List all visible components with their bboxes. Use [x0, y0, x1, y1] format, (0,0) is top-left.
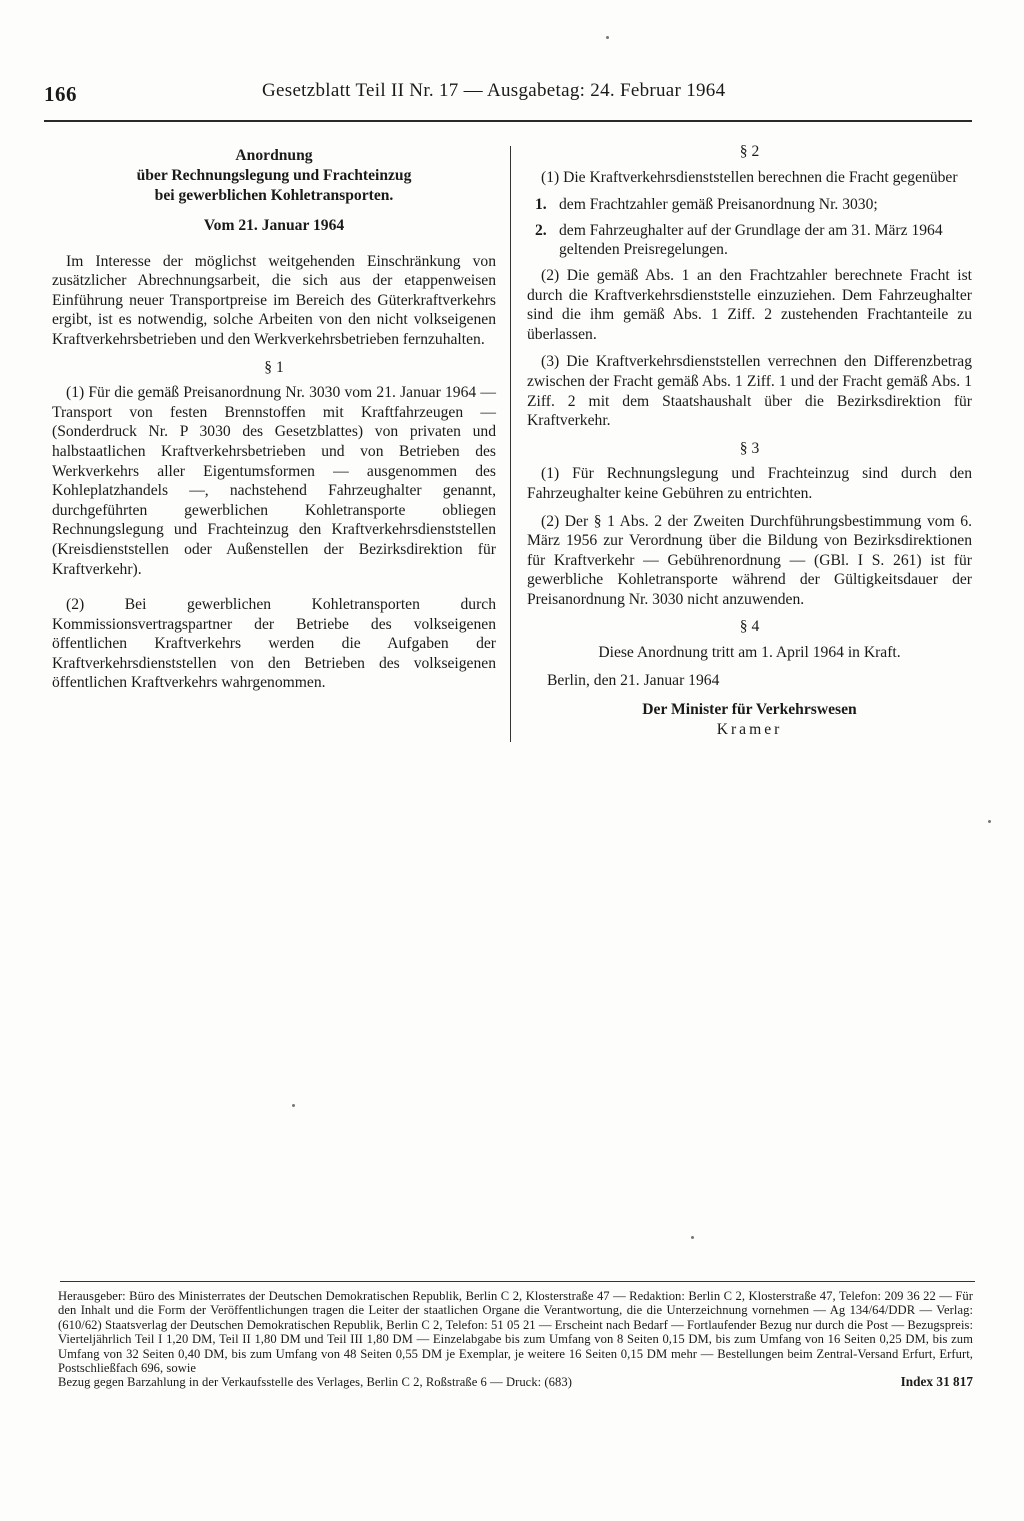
signer-name: Kramer	[716, 720, 783, 738]
page-number: 166	[44, 82, 77, 106]
section-4-heading: § 4	[739, 618, 760, 636]
place-and-date: Berlin, den 21. Januar 1964	[547, 671, 720, 689]
title-line: bei gewerblichen Kohletransporten.	[154, 187, 394, 204]
title-line: über Rechnungslegung und Frachteinzug	[136, 167, 412, 184]
document-date: Vom 21. Januar 1964	[203, 217, 345, 234]
document-title	[52, 146, 496, 206]
section-2-paragraph-2: (2) Die gemäß Abs. 1 an den Frachtzahler berechnete Fracht ist durch die Kraftverkehrsdienststelle einzuziehen. Dem Fahrzeughalter sind die ihm gemäß Abs. 1 Ziff. 2 zustehenden Frachtanteile zu überlassen.	[527, 266, 972, 343]
scan-speck	[988, 820, 991, 823]
list-item-text: dem Fahrzeughalter auf der Grundlage der am 31. März 1964 geltenden Preisregelungen.	[559, 221, 943, 259]
column-divider	[510, 146, 511, 742]
imprint	[58, 1289, 973, 1390]
signatory-title: Der Minister für Verkehrswesen	[642, 701, 857, 719]
section-4-text: Diese Anordnung tritt am 1. April 1964 in Kraft.	[598, 644, 901, 662]
list-item-number: 1.	[535, 196, 547, 214]
right-column	[527, 142, 972, 739]
running-head: Gesetzblatt Teil II Nr. 17 — Ausgabetag: 24. Februar 1964	[262, 80, 726, 101]
title-line: Anordnung	[235, 147, 313, 164]
section-2-heading: § 2	[739, 143, 760, 160]
preamble: Im Interesse der möglichst weitgehenden Einschränkung von zusätzlicher Abrechnungsarbeit, die sich aus der etappenweisen Einführung neuer Transportpreise im Bereich des Güterkraftverkehrs ergibt, ist es notwendig, solche Arbeiten von den nicht volkseigenen Kraftverkehrsbetrieben und den Werkverkehrsbetrieben fernzuhalten.	[52, 252, 496, 348]
index-number: Index 31 817	[900, 1374, 973, 1390]
left-column	[52, 142, 496, 701]
header-rule	[44, 120, 972, 122]
section-3-paragraph-2: (2) Der § 1 Abs. 2 der Zweiten Durchführungsbestimmung vom 6. März 1956 zur Verordnung über die Bildung von Bezirksdirektionen für Kraftverkehr — Gebührenordnung — (GBl. I S. 261) ist für gewerbliche Kohletransporte während der Gültigkeitsdauer der Preisanordnung Nr. 3030 nicht anzuwenden.	[527, 512, 972, 608]
section-2-paragraph-3: (3) Die Kraftverkehrsdienststellen verrechnen den Differenzbetrag zwischen der Fracht gemäß Abs. 1 Ziff. 1 und der Fracht gemäß Abs. 1 Ziff. 2 mit dem Staatshaushalt über die Bezirksdirektion für Kraftverkehr.	[527, 353, 972, 430]
section-2-list	[527, 195, 972, 260]
scan-speck	[292, 1104, 295, 1107]
scan-speck	[606, 36, 609, 39]
section-1-paragraph-1: (1) Für die gemäß Preisanordnung Nr. 3030 vom 21. Januar 1964 — Transport von festen Brennstoffen mit Kraftfahrzeugen — (Sonderdruck Nr. P 3030 des Gesetzblattes) von privaten und halbstaatlichen Kraftverkehrsbetrieben und von Betrieben des Werkverkehrs aller Eigentumsformen — ausgenommen des Kohleplatzhandels —, nachstehend Fahrzeughalter genannt, durchgeführten gewerblichen Kohletransporte obliegen Rechnungslegung und Frachteinzug den Kraftverkehrsdienststellen (Kreisdienststellen oder Außenstellen der Bezirksdirektion für Kraftverkehr).	[52, 384, 496, 578]
imprint-last-text: Bezug gegen Barzahlung in der Verkaufsstelle des Verlages, Berlin C 2, Roßstraße 6 — Druck: (683)	[58, 1375, 572, 1390]
footer-rule	[60, 1281, 975, 1282]
list-item	[527, 221, 972, 260]
imprint-text: Herausgeber: Büro des Ministerrates der Deutschen Demokratischen Republik, Berlin C 2, Klosterstraße 47 — Redaktion: Berlin C 2, Klosterstraße 47, Telefon: 209 36 22 — Für den Inhalt und die Form der Veröffentlichungen tragen die Leiter der staatlichen Organe die Verantwortung, die die Unterzeichnung vornehmen — Ag 134/64/DDR — Verlag: (610/62) Staatsverlag der Deutschen Demokratischen Republik, Berlin C 2, Telefon: 51 05 21 — Erscheint nach Bedarf — Fortlaufender Bezug nur durch die Post — Bezugspreis: Vierteljährlich Teil I 1,20 DM, Teil II 1,80 DM und Teil III 1,80 DM — Einzelabgabe bis zum Umfang von 8 Seiten 0,15 DM, bis zum Umfang von 16 Seiten 0,25 DM, bis zum Umfang von 32 Seiten 0,40 DM, bis zum Umfang von 48 Seiten 0,55 DM je Exemplar, je weitere 16 Seiten 0,15 DM mehr — Bestellungen beim Zentral-Versand Erfurt, Erfurt, Postschließfach 696, sowie	[58, 1289, 973, 1376]
imprint-last-line	[58, 1375, 973, 1389]
section-2-paragraph-1: (1) Die Kraftverkehrsdienststellen berechnen die Fracht gegenüber	[541, 168, 958, 186]
section-3-paragraph-1: (1) Für Rechnungslegung und Frachteinzug sind durch den Fahrzeughalter keine Gebühren zu entrichten.	[527, 465, 972, 502]
section-1-paragraph-2: (2) Bei gewerblichen Kohletransporten durch Kommissionsvertragspartner der Betriebe des volkseigenen öffentlichen Kraftverkehrs werden die Aufgaben der Kraftverkehrsdienststellen von den Betrieben des volkseigenen öffentlichen Kraftverkehrs wahrgenommen.	[52, 596, 496, 692]
section-3-heading: § 3	[739, 439, 760, 457]
list-item-text: dem Frachtzahler gemäß Preisanordnung Nr. 3030;	[559, 196, 878, 214]
list-item	[527, 195, 972, 215]
list-item-number: 2.	[535, 221, 547, 239]
scan-speck	[691, 1236, 694, 1239]
section-1-heading: § 1	[264, 358, 284, 376]
